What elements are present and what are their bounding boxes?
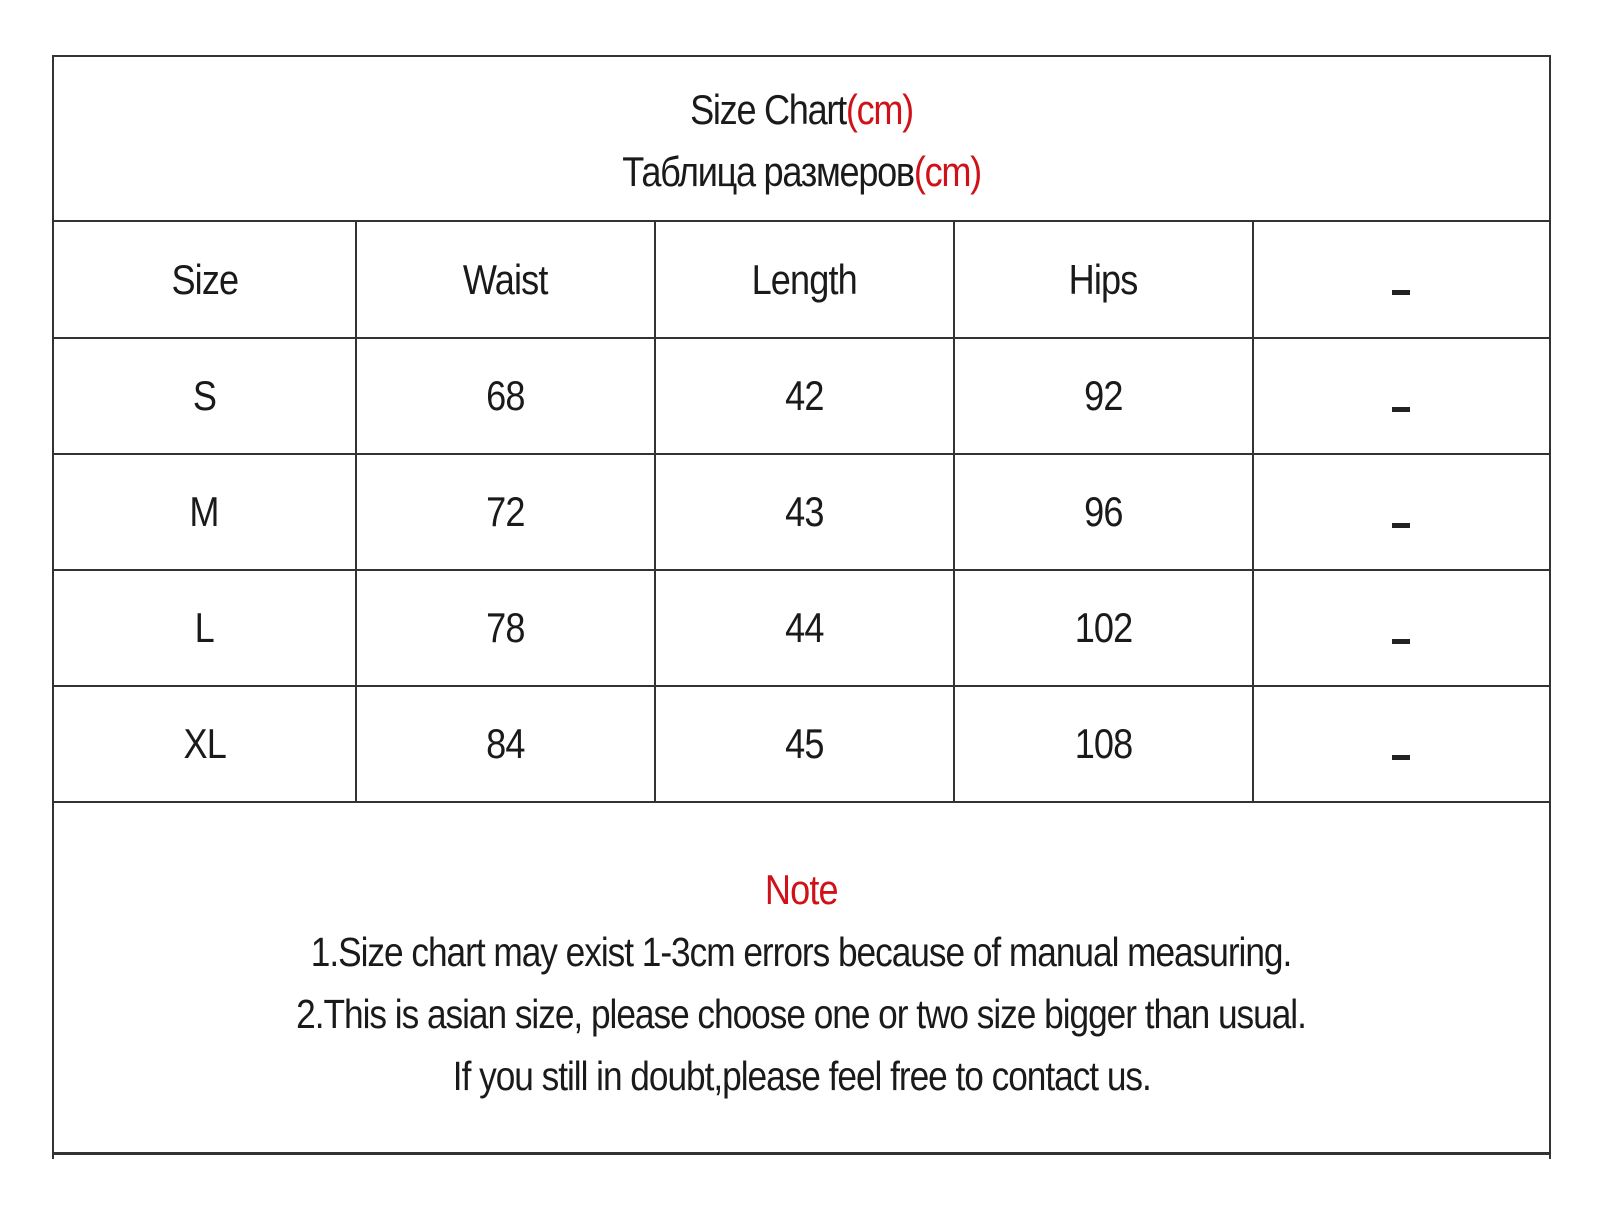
table-row bbox=[54, 570, 1549, 686]
header-cell-hips bbox=[954, 222, 1253, 338]
length-value: 42 bbox=[785, 372, 824, 419]
title-english-unit: (cm) bbox=[845, 85, 913, 133]
title-section bbox=[54, 57, 1549, 222]
cell-size bbox=[54, 686, 356, 802]
header-waist-label: Waist bbox=[463, 255, 548, 303]
dash-mark bbox=[1392, 407, 1410, 412]
note-line-3: If you still in doubt,please feel free to contact us. bbox=[452, 1053, 1151, 1099]
cell-hips bbox=[954, 338, 1253, 454]
table-header-row bbox=[54, 222, 1549, 338]
title-english-text: Size Chart bbox=[690, 85, 846, 133]
cell-hips bbox=[954, 686, 1253, 802]
table-row bbox=[54, 454, 1549, 570]
size-table bbox=[54, 222, 1549, 803]
size-chart-sheet bbox=[52, 55, 1551, 1159]
cell-length bbox=[655, 686, 954, 802]
dash-mark bbox=[1392, 523, 1410, 528]
header-length-label: Length bbox=[751, 255, 858, 303]
header-cell-waist bbox=[356, 222, 655, 338]
cell-size bbox=[54, 338, 356, 454]
header-cell-empty bbox=[1253, 222, 1549, 338]
cell-waist bbox=[356, 338, 655, 454]
cell-waist bbox=[356, 570, 655, 686]
title-russian-unit: (cm) bbox=[913, 147, 981, 195]
waist-value: 72 bbox=[486, 488, 525, 535]
size-value: M bbox=[189, 488, 220, 535]
cell-waist bbox=[356, 454, 655, 570]
length-value: 43 bbox=[785, 488, 824, 535]
cell-length bbox=[655, 338, 954, 454]
hips-value: 92 bbox=[1084, 372, 1123, 419]
note-line-2: 2.This is asian size, please choose one or two size bigger than usual. bbox=[296, 991, 1307, 1037]
title-russian bbox=[622, 141, 981, 203]
header-cell-size bbox=[54, 222, 356, 338]
size-value: XL bbox=[183, 720, 226, 767]
dash-mark bbox=[1392, 755, 1410, 760]
cell-empty bbox=[1253, 686, 1549, 802]
cell-hips bbox=[954, 454, 1253, 570]
cell-empty bbox=[1253, 338, 1549, 454]
cell-waist bbox=[356, 686, 655, 802]
table-row bbox=[54, 686, 1549, 802]
dash-mark bbox=[1392, 290, 1410, 295]
size-value: S bbox=[192, 372, 217, 419]
hips-value: 102 bbox=[1074, 604, 1133, 651]
size-value: L bbox=[194, 604, 215, 651]
waist-value: 84 bbox=[486, 720, 525, 767]
header-hips-label: Hips bbox=[1069, 255, 1138, 303]
header-cell-length bbox=[655, 222, 954, 338]
note-line-1: 1.Size chart may exist 1-3cm errors because of manual measuring. bbox=[311, 929, 1292, 975]
cell-length bbox=[655, 454, 954, 570]
cell-empty bbox=[1253, 454, 1549, 570]
waist-value: 78 bbox=[486, 604, 525, 651]
title-english bbox=[690, 79, 913, 141]
note-section bbox=[54, 803, 1549, 1155]
cell-length bbox=[655, 570, 954, 686]
length-value: 45 bbox=[785, 720, 824, 767]
hips-value: 96 bbox=[1084, 488, 1123, 535]
length-value: 44 bbox=[785, 604, 824, 651]
header-size-label: Size bbox=[171, 255, 238, 303]
cell-empty bbox=[1253, 570, 1549, 686]
title-russian-text: Таблица размеров bbox=[622, 147, 914, 195]
cell-size bbox=[54, 570, 356, 686]
hips-value: 108 bbox=[1074, 720, 1133, 767]
table-row bbox=[54, 338, 1549, 454]
waist-value: 68 bbox=[486, 372, 525, 419]
note-title: Note bbox=[765, 866, 838, 913]
cell-size bbox=[54, 454, 356, 570]
dash-mark bbox=[1392, 639, 1410, 644]
cell-hips bbox=[954, 570, 1253, 686]
